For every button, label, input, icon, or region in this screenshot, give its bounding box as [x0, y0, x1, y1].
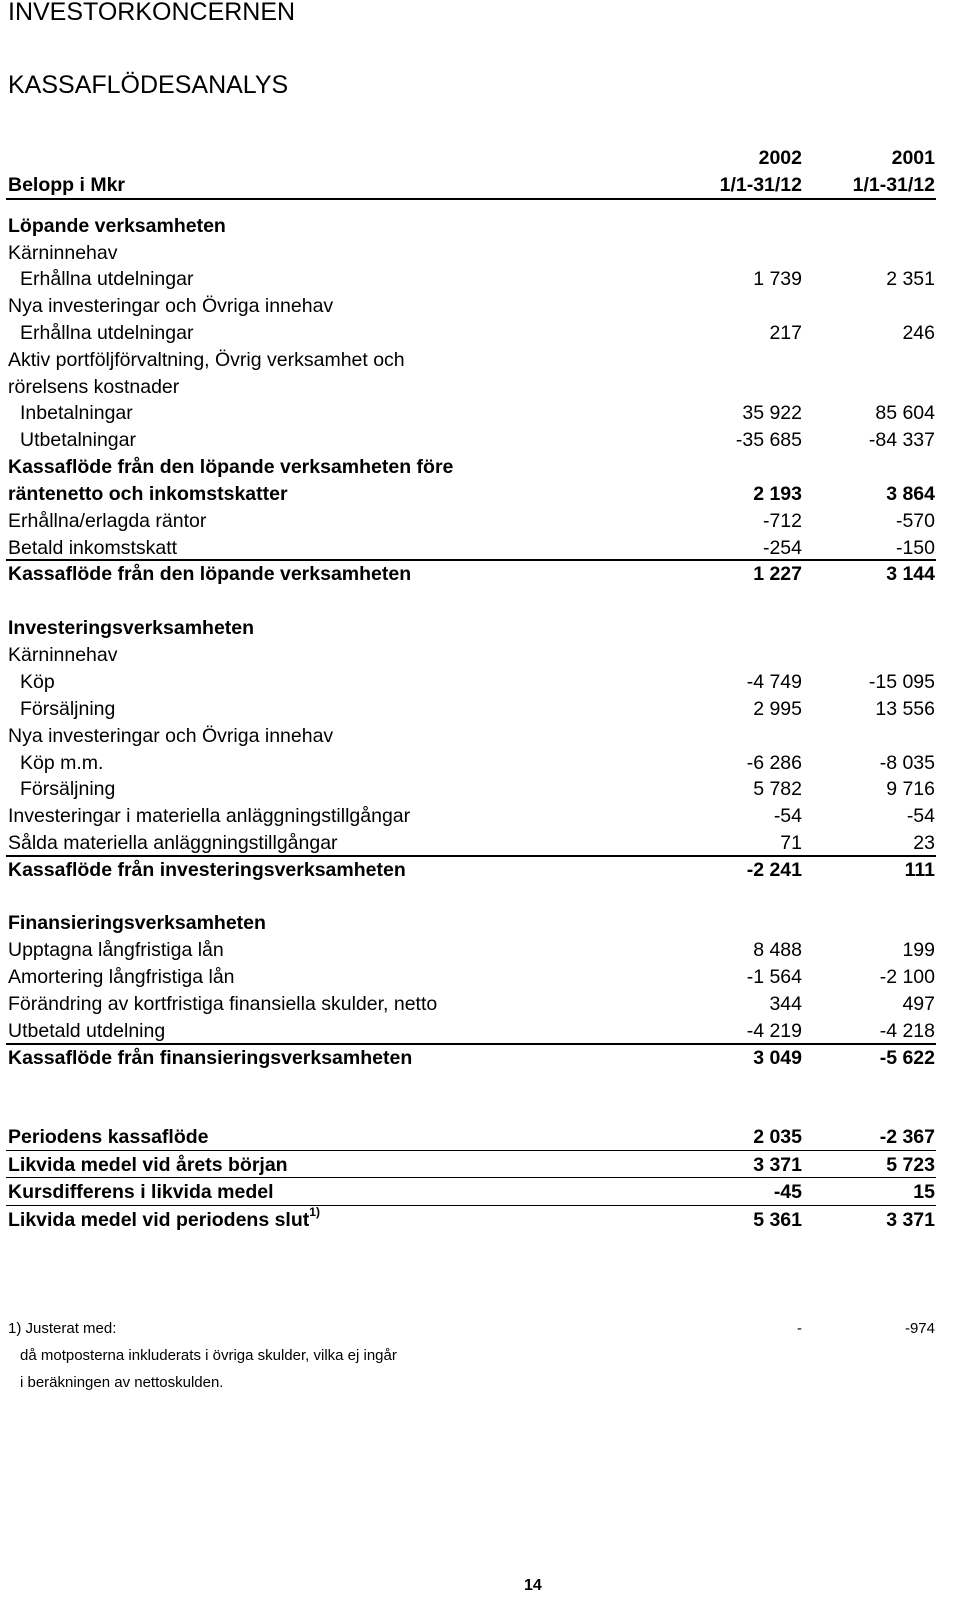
row-label-text: Betald inkomstskatt [8, 537, 178, 559]
row-label-text: Kassaflöde från investeringsverksamheten [8, 859, 406, 881]
value-2001: 15 [913, 1181, 935, 1203]
value-2001: -5 622 [879, 1047, 935, 1069]
subtotal-rule [6, 1043, 936, 1045]
row-label-text: Utbetald utdelning [8, 1020, 166, 1042]
value-2001: -4 218 [879, 1020, 935, 1042]
value-2002: 3 371 [753, 1154, 802, 1176]
row-label [8, 242, 118, 264]
row-label [8, 1154, 288, 1176]
row-label-text: Kursdifferens i likvida medel [8, 1181, 274, 1203]
value-2002: -2 241 [746, 859, 802, 881]
value-2001: -54 [906, 805, 935, 827]
footnote-marker: 1) [309, 1204, 320, 1219]
row-label-text: Likvida medel vid årets början [8, 1154, 288, 1176]
value-2002: -254 [762, 537, 802, 559]
period-2002-header: 1/1-31/12 [719, 174, 802, 196]
footnote-value-2002: - [797, 1320, 802, 1337]
total-rule [6, 1205, 936, 1206]
value-2002: 1 739 [753, 268, 802, 290]
row-label-text: Utbetalningar [20, 429, 136, 451]
row-label-text: Finansieringsverksamheten [8, 912, 266, 934]
row-label [20, 698, 115, 720]
value-2002: -1 564 [746, 966, 802, 988]
row-label [8, 617, 254, 639]
row-label-text: Förändring av kortfristiga finansiella skulder, netto [8, 993, 438, 1015]
row-label [8, 295, 333, 317]
row-label-text: rörelsens kostnader [8, 376, 180, 398]
row-label [8, 215, 226, 237]
value-2002: 5 782 [753, 778, 802, 800]
row-label-text: Kärninnehav [8, 644, 118, 666]
value-2001: 3 144 [886, 563, 935, 585]
value-2002: 8 488 [753, 939, 802, 961]
value-2001: -15 095 [868, 671, 935, 693]
subtotal-rule [6, 559, 936, 561]
value-2001: 199 [902, 939, 935, 961]
row-label-text: Inbetalningar [20, 402, 133, 424]
header-rule [6, 198, 936, 200]
value-2001: -150 [895, 537, 935, 559]
total-rule [6, 1177, 936, 1178]
amount-unit-label: Belopp i Mkr [8, 174, 126, 196]
value-2001: -570 [895, 510, 935, 532]
value-2002: -45 [773, 1181, 802, 1203]
row-label [8, 993, 437, 1015]
row-label [20, 429, 136, 451]
row-label-text: Periodens kassaflöde [8, 1126, 209, 1148]
row-label [8, 1181, 274, 1203]
value-2002: 1 227 [753, 563, 802, 585]
footnote-value-2001: -974 [904, 1320, 935, 1337]
row-label-text: Försäljning [20, 698, 116, 720]
page-number: 14 [524, 1577, 542, 1594]
value-2001: 23 [913, 832, 935, 854]
value-2001: -84 337 [868, 429, 935, 451]
row-label-text: Investeringsverksamheten [8, 617, 255, 639]
value-2002: 344 [769, 993, 802, 1015]
row-label [8, 349, 405, 371]
row-label-text: Erhållna utdelningar [20, 268, 194, 290]
company-name: INVESTORKONCERNEN [8, 0, 296, 26]
row-label-text: Löpande verksamheten [8, 215, 226, 237]
row-label [8, 563, 411, 585]
value-2001: -8 035 [879, 752, 935, 774]
row-label-text: Aktiv portföljförvaltning, Övrig verksamhet och [8, 349, 405, 371]
row-label-text: Kassaflöde från den löpande verksamheten före [8, 456, 454, 478]
value-2002: -4 219 [746, 1020, 802, 1042]
row-label [8, 966, 235, 988]
subtotal-rule [6, 855, 936, 857]
row-label-text: Sålda materiella anläggningstillgångar [8, 832, 338, 854]
value-2002: -54 [773, 805, 802, 827]
row-label [8, 537, 177, 559]
value-2001: -2 367 [879, 1126, 935, 1148]
row-label [8, 805, 410, 827]
row-label-text: Kassaflöde från finansieringsverksamheten [8, 1047, 413, 1069]
row-label [8, 832, 338, 854]
row-label [8, 912, 266, 934]
row-label-text: Erhållna utdelningar [20, 322, 194, 344]
value-2001: 497 [902, 993, 935, 1015]
row-label-text: räntenetto och inkomstskatter [8, 483, 288, 505]
value-2002: 3 049 [753, 1047, 802, 1069]
value-2002: -6 286 [746, 752, 802, 774]
row-label [20, 322, 193, 344]
value-2002: -712 [762, 510, 802, 532]
row-label [20, 402, 133, 424]
value-2002: 2 995 [753, 698, 802, 720]
row-label [8, 510, 206, 532]
row-label-text: Nya investeringar och Övriga innehav [8, 295, 334, 317]
footnote-line-1: 1) Justerat med: [8, 1320, 117, 1337]
value-2001: 9 716 [886, 778, 935, 800]
footnote-line-2: då motposterna inkluderats i övriga skulder, vilka ej ingår [20, 1347, 397, 1364]
row-label [8, 725, 333, 747]
value-2002: 5 361 [753, 1209, 802, 1231]
value-2001: 246 [902, 322, 935, 344]
row-label [20, 778, 115, 800]
value-2002: -35 685 [735, 429, 802, 451]
row-label [20, 671, 55, 693]
footnote-line-3: i beräkningen av nettoskulden. [20, 1374, 224, 1391]
row-label-text: Erhållna/erlagda räntor [8, 510, 207, 532]
row-label-text: Investeringar i materiella anläggningstillgångar [8, 805, 411, 827]
row-label [8, 1047, 412, 1069]
row-label-text: Köp [20, 671, 55, 693]
row-label-text: Kärninnehav [8, 242, 118, 264]
value-2001: 3 864 [886, 483, 935, 505]
value-2001: 5 723 [886, 1154, 935, 1176]
year-2002-header: 2002 [758, 147, 802, 169]
value-2001: 85 604 [875, 402, 935, 424]
row-label [8, 1204, 320, 1231]
row-label-text: Nya investeringar och Övriga innehav [8, 725, 334, 747]
row-label [8, 376, 179, 398]
value-2002: 35 922 [742, 402, 802, 424]
value-2002: 2 193 [753, 483, 802, 505]
value-2001: 2 351 [886, 268, 935, 290]
row-label-text: Upptagna långfristiga lån [8, 939, 224, 961]
year-2001-header: 2001 [891, 147, 935, 169]
value-2002: 71 [780, 832, 802, 854]
total-rule [6, 1150, 936, 1151]
value-2002: 217 [769, 322, 802, 344]
row-label [8, 1020, 165, 1042]
row-label [8, 939, 224, 961]
value-2001: 13 556 [875, 698, 935, 720]
row-label [8, 456, 453, 478]
row-label [20, 268, 193, 290]
value-2001: 3 371 [886, 1209, 935, 1231]
value-2002: 2 035 [753, 1126, 802, 1148]
period-2001-header: 1/1-31/12 [852, 174, 935, 196]
value-2001: 111 [904, 859, 935, 881]
row-label-text: Köp m.m. [20, 752, 104, 774]
report-title: KASSAFLÖDESANALYS [8, 71, 289, 99]
value-2002: -4 749 [746, 671, 802, 693]
row-label-text: Amortering långfristiga lån [8, 966, 235, 988]
row-label [8, 859, 406, 881]
row-label [20, 752, 103, 774]
row-label [8, 483, 288, 505]
row-label-text: Försäljning [20, 778, 116, 800]
row-label-text: Kassaflöde från den löpande verksamheten [8, 563, 412, 585]
row-label [8, 644, 118, 666]
value-2001: -2 100 [879, 966, 935, 988]
row-label-text: Likvida medel vid periodens slut [8, 1209, 310, 1231]
row-label [8, 1126, 209, 1148]
